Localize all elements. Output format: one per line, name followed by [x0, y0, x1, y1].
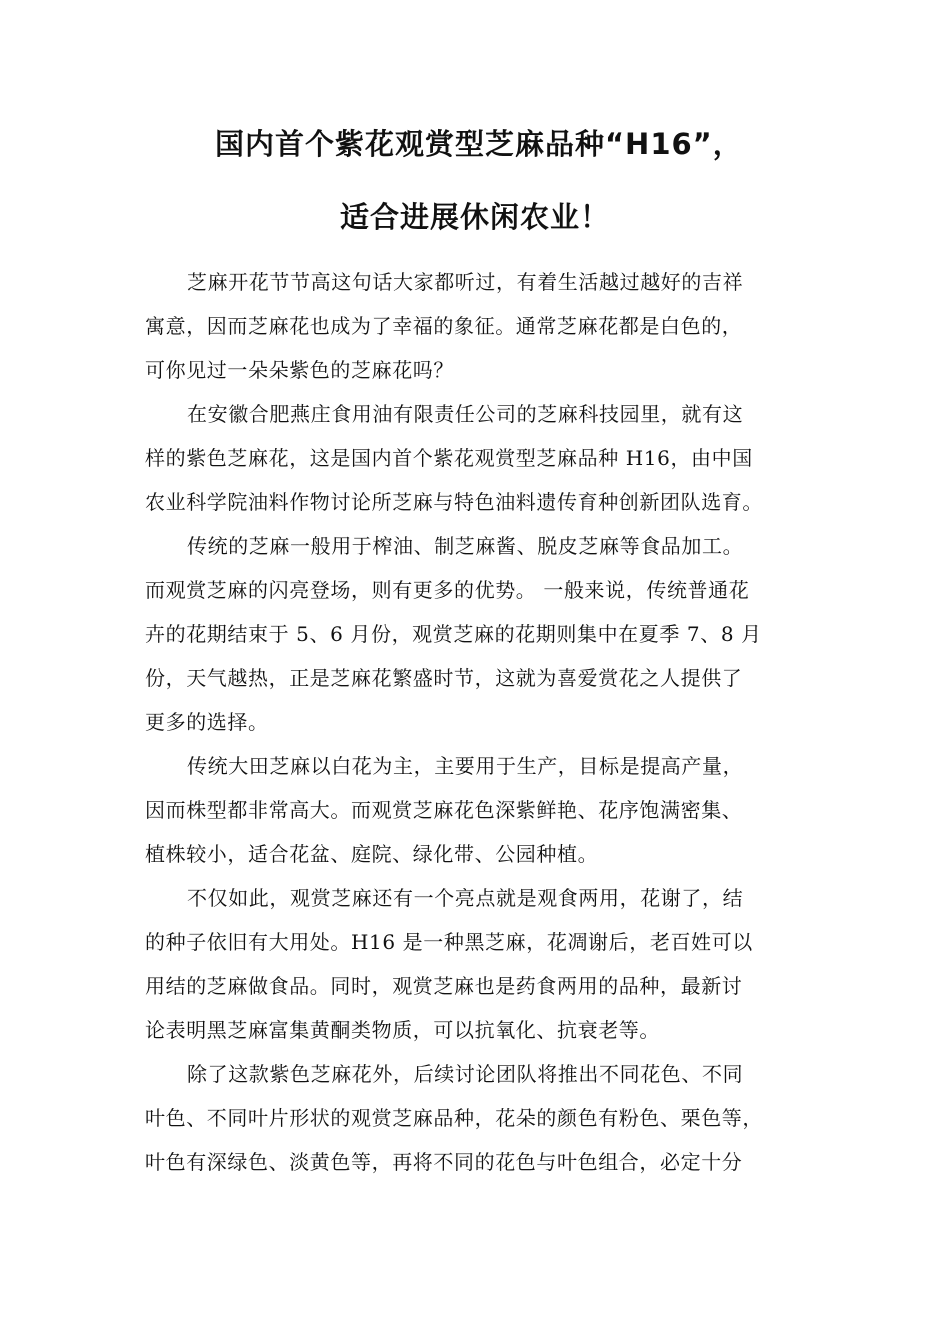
paragraph-line: 传统大田芝麻以白花为主，主要用于生产，目标是提高产量， — [187, 754, 744, 778]
paragraph-line: 芝麻开花节节高这句话大家都听过，有着生活越过越好的吉祥 — [187, 270, 744, 294]
paragraph-line: 寓意，因而芝麻花也成为了幸福的象征。通常芝麻花都是白色的， — [145, 314, 743, 338]
paragraph-line: 更多的选择。 — [145, 710, 269, 734]
paragraph — [145, 876, 815, 1052]
document-title-line-1: 国内首个紫花观赏型芝麻品种“H16”， — [215, 127, 743, 161]
paragraph-line: 样的紫色芝麻花，这是国内首个紫花观赏型芝麻品种 H16，由中国 — [145, 446, 753, 470]
paragraph — [145, 1052, 815, 1184]
paragraph-line: 论表明黑芝麻富集黄酮类物质，可以抗氧化、抗衰老等。 — [145, 1018, 660, 1042]
paragraph-line: 可你见过一朵朵紫色的芝麻花吗？ — [145, 358, 454, 382]
paragraph-line: 的种子依旧有大用处。H16 是一种黑芝麻，花凋谢后，老百姓可以 — [145, 930, 753, 954]
paragraph-line: 因而株型都非常高大。而观赏芝麻花色深紫鲜艳、花序饱满密集、 — [145, 798, 743, 822]
paragraph — [145, 524, 815, 744]
document-body — [145, 260, 815, 1184]
paragraph — [145, 744, 815, 876]
paragraph-line: 而观赏芝麻的闪亮登场，则有更多的优势。 一般来说，传统普通花 — [145, 578, 750, 602]
paragraph-line: 卉的花期结束于 5、6 月份，观赏芝麻的花期则集中在夏季 7、8 月 — [145, 622, 762, 646]
paragraph-line: 不仅如此，观赏芝麻还有一个亮点就是观食两用，花谢了，结 — [187, 886, 744, 910]
paragraph — [145, 260, 815, 392]
paragraph-line: 除了这款紫色芝麻花外，后续讨论团队将推出不同花色、不同 — [187, 1062, 744, 1086]
paragraph-line: 叶色、不同叶片形状的观赏芝麻品种，花朵的颜色有粉色、栗色等， — [145, 1106, 763, 1130]
paragraph-line: 在安徽合肥燕庄食用油有限责任公司的芝麻科技园里，就有这 — [187, 402, 744, 426]
paragraph-line: 农业科学院油料作物讨论所芝麻与特色油料遗传育种创新团队选育。 — [145, 490, 763, 514]
paragraph-line: 植株较小，适合花盆、庭院、绿化带、公园种植。 — [145, 842, 599, 866]
paragraph — [145, 392, 815, 524]
paragraph-line: 用结的芝麻做食品。同时，观赏芝麻也是药食两用的品种，最新讨 — [145, 974, 743, 998]
paragraph-line: 传统的芝麻一般用于榨油、制芝麻酱、脱皮芝麻等食品加工。 — [187, 534, 744, 558]
paragraph-line: 份，天气越热，正是芝麻花繁盛时节，这就为喜爱赏花之人提供了 — [145, 666, 743, 690]
document-title-line-2: 适合进展休闲农业！ — [339, 200, 610, 234]
paragraph-line: 叶色有深绿色、淡黄色等，再将不同的花色与叶色组合，必定十分 — [145, 1150, 743, 1174]
